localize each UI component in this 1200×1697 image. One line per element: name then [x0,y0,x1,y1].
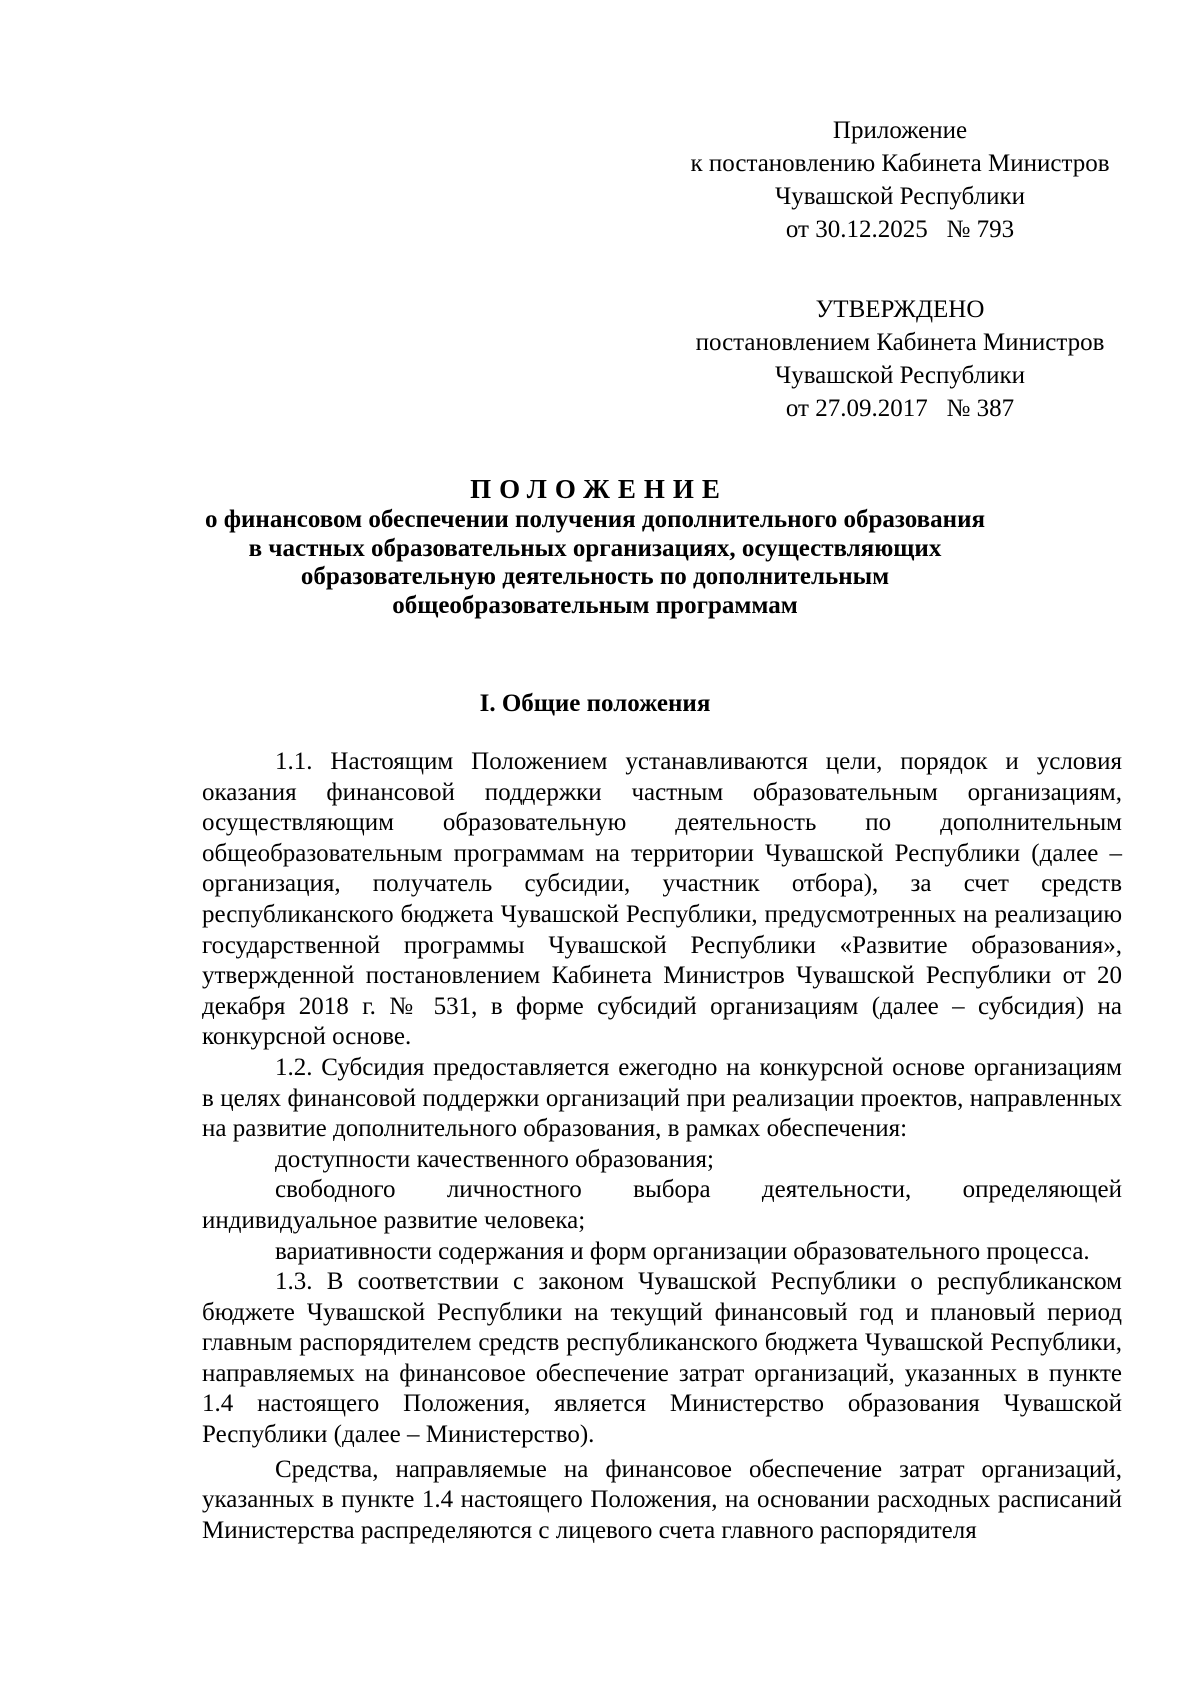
list-item: вариативности содержания и форм организации образовательного процесса. [275,1237,1090,1265]
document-title: ПОЛОЖЕНИЕ [470,474,728,504]
paragraph-funds: Средства, направляемые на финансовое обеспечение затрат организаций, указанных в пункте 1.4 настоящего Положения, на основании расходных расписаний Министерства распределяются с лицевого счета главного распорядителя [202,1455,1122,1544]
subtitle-line: образовательную деятельность по дополнительным [300,563,890,590]
annex-block [660,114,1140,246]
paragraph-1-3: 1.3. В соответствии с законом Чувашской Республики о республиканском бюджете Чувашской Республики на текущий финансовый год и плановый период главным распорядителем средств республиканского бюджета Чувашской Республики, направляемых на финансовое обеспечение затрат организаций, указанных в пункте 1.4 настоящего Положения, является Министерство образования Чувашской Республики (далее – Министерство). [202,1268,1122,1449]
document-title-block [200,473,990,620]
approval-date-number: от 27.09.2017 № 387 [785,395,1015,422]
subtitle-line: о финансовом обеспечении получения дополнительного образования [204,506,986,533]
document-subtitle [200,506,990,620]
paragraph-1-2: 1.2. Субсидия предоставляется ежегодно на конкурсной основе организациям в целях финансовой поддержки организаций при реализации проектов, направленных на развитие дополнительного образования, в рамках обеспечения: [202,1053,1122,1143]
paragraph-1-1: 1.1. Настоящим Положением устанавливаются цели, порядок и условия оказания финансовой поддержки частным образовательным организациям, осуществляющим образовательную деятельность по дополнительным общеобразовательным программам на территории Чувашской Республики (далее – организация, получатель субсидии, участник отбора), за счет средств республиканского бюджета Чувашской Республики, предусмотренных на реализацию государственной программы Чувашской Республики «Развитие образования», утвержденной постановлением Кабинета Министров Чувашской Республики от 20 декабря 2018 г. № 531, в форме субсидий организациям (далее – субсидия) на конкурсной основе. [202,748,1122,1051]
document-body [202,747,1122,1546]
subtitle-line: в частных образовательных организациях, осуществляющих [248,534,942,562]
list-item: доступности качественного образования; [275,1145,714,1173]
subtitle-line: общеобразовательным программам [392,591,798,619]
annex-republic: Чувашской Республики [774,183,1026,210]
list-item: свободного личностного выбора деятельности, определяющей индивидуальное развитие человека; [202,1176,1122,1234]
annex-title: Приложение [832,117,968,144]
section-heading: I. Общие положения [479,690,711,717]
annex-date-number: от 30.12.2025 № 793 [785,216,1015,243]
approval-republic: Чувашской Республики [774,362,1026,389]
annex-reference: к постановлению Кабинета Министров [690,150,1110,177]
approval-reference: постановлением Кабинета Министров [695,329,1105,356]
approval-stamp: УТВЕРЖДЕНО [815,296,985,323]
approval-block [660,293,1140,425]
